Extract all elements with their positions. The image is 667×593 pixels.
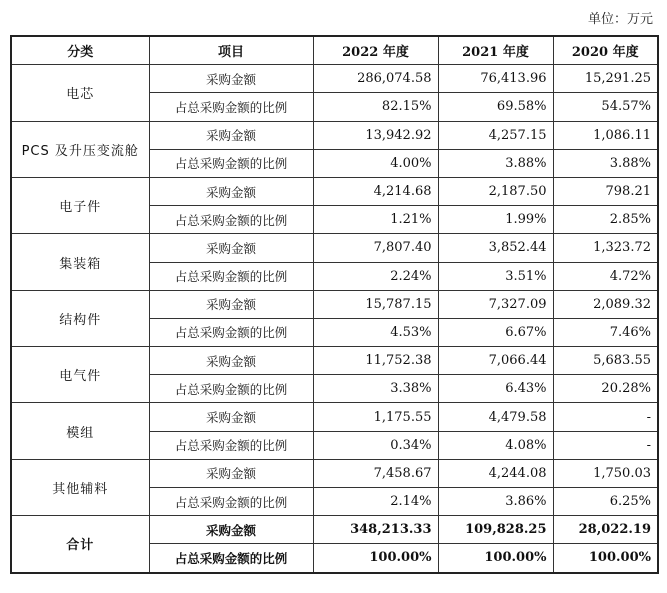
value-cell: 4.00% <box>313 149 438 177</box>
item-cell: 占总采购金额的比例 <box>149 149 313 177</box>
header-category: 分类 <box>11 36 149 65</box>
category-cell: 电气件 <box>11 347 149 403</box>
item-cell: 占总采购金额的比例 <box>149 375 313 403</box>
table-row <box>11 516 658 544</box>
value-cell: 5,683.55 <box>553 347 658 375</box>
value-cell: 76,413.96 <box>438 65 553 93</box>
header-2022: 2022 年度 <box>313 36 438 65</box>
item-cell: 占总采购金额的比例 <box>149 318 313 346</box>
value-cell: 4,214.68 <box>313 177 438 205</box>
item-cell: 采购金额 <box>149 65 313 93</box>
table-row <box>11 459 658 487</box>
header-row <box>11 36 658 65</box>
value-cell: 54.57% <box>553 93 658 121</box>
value-cell: 7,327.09 <box>438 290 553 318</box>
value-cell: 4,479.58 <box>438 403 553 431</box>
value-cell: 109,828.25 <box>438 516 553 544</box>
value-cell: 2.14% <box>313 488 438 516</box>
value-cell: 100.00% <box>313 544 438 573</box>
value-cell: 4,257.15 <box>438 121 553 149</box>
item-cell: 采购金额 <box>149 516 313 544</box>
value-cell: 82.15% <box>313 93 438 121</box>
value-cell: 2,089.32 <box>553 290 658 318</box>
value-cell: 2.85% <box>553 206 658 234</box>
value-cell: 1,323.72 <box>553 234 658 262</box>
value-cell: 4,244.08 <box>438 459 553 487</box>
item-cell: 采购金额 <box>149 121 313 149</box>
table-row <box>11 403 658 431</box>
category-cell: PCS 及升压变流舱 <box>11 121 149 177</box>
value-cell: 286,074.58 <box>313 65 438 93</box>
value-cell: 348,213.33 <box>313 516 438 544</box>
value-cell: 4.53% <box>313 318 438 346</box>
value-cell: 7.46% <box>553 318 658 346</box>
category-cell: 模组 <box>11 403 149 459</box>
item-cell: 占总采购金额的比例 <box>149 206 313 234</box>
value-cell: 4.08% <box>438 431 553 459</box>
value-cell: 1,086.11 <box>553 121 658 149</box>
value-cell: 100.00% <box>438 544 553 573</box>
item-cell: 采购金额 <box>149 177 313 205</box>
value-cell: - <box>553 403 658 431</box>
category-cell: 合计 <box>11 516 149 573</box>
item-cell: 占总采购金额的比例 <box>149 544 313 573</box>
value-cell: 6.25% <box>553 488 658 516</box>
value-cell: 7,066.44 <box>438 347 553 375</box>
value-cell: 1.99% <box>438 206 553 234</box>
item-cell: 占总采购金额的比例 <box>149 262 313 290</box>
header-2020: 2020 年度 <box>553 36 658 65</box>
table-row <box>11 65 658 93</box>
value-cell: 3.51% <box>438 262 553 290</box>
value-cell: 1,750.03 <box>553 459 658 487</box>
value-cell: 3.88% <box>438 149 553 177</box>
table-body <box>11 65 658 573</box>
value-cell: 11,752.38 <box>313 347 438 375</box>
category-cell: 集装箱 <box>11 234 149 290</box>
value-cell: 3.38% <box>313 375 438 403</box>
value-cell: 7,458.67 <box>313 459 438 487</box>
item-cell: 占总采购金额的比例 <box>149 431 313 459</box>
value-cell: 4.72% <box>553 262 658 290</box>
value-cell: 3,852.44 <box>438 234 553 262</box>
unit-label: 单位：万元 <box>587 12 653 27</box>
category-cell: 结构件 <box>11 290 149 346</box>
item-cell: 采购金额 <box>149 347 313 375</box>
header-item: 项目 <box>149 36 313 65</box>
category-cell: 电芯 <box>11 65 149 121</box>
category-cell: 电子件 <box>11 177 149 233</box>
value-cell: 6.67% <box>438 318 553 346</box>
item-cell: 占总采购金额的比例 <box>149 488 313 516</box>
header-2021: 2021 年度 <box>438 36 553 65</box>
category-cell: 其他辅料 <box>11 459 149 515</box>
item-cell: 采购金额 <box>149 459 313 487</box>
item-cell: 采购金额 <box>149 290 313 318</box>
table-row <box>11 234 658 262</box>
table-row <box>11 347 658 375</box>
value-cell: 2.24% <box>313 262 438 290</box>
value-cell: 3.86% <box>438 488 553 516</box>
value-cell: 15,291.25 <box>553 65 658 93</box>
value-cell: 15,787.15 <box>313 290 438 318</box>
value-cell: 2,187.50 <box>438 177 553 205</box>
value-cell: 7,807.40 <box>313 234 438 262</box>
value-cell: 6.43% <box>438 375 553 403</box>
value-cell: 13,942.92 <box>313 121 438 149</box>
value-cell: 69.58% <box>438 93 553 121</box>
value-cell: 20.28% <box>553 375 658 403</box>
value-cell: 0.34% <box>313 431 438 459</box>
value-cell: 1.21% <box>313 206 438 234</box>
value-cell: 100.00% <box>553 544 658 573</box>
value-cell: 1,175.55 <box>313 403 438 431</box>
item-cell: 占总采购金额的比例 <box>149 93 313 121</box>
value-cell: - <box>553 431 658 459</box>
table-row <box>11 177 658 205</box>
value-cell: 28,022.19 <box>553 516 658 544</box>
item-cell: 采购金额 <box>149 234 313 262</box>
purchase-table <box>10 35 659 574</box>
value-cell: 3.88% <box>553 149 658 177</box>
item-cell: 采购金额 <box>149 403 313 431</box>
value-cell: 798.21 <box>553 177 658 205</box>
table-row <box>11 121 658 149</box>
table-row <box>11 290 658 318</box>
